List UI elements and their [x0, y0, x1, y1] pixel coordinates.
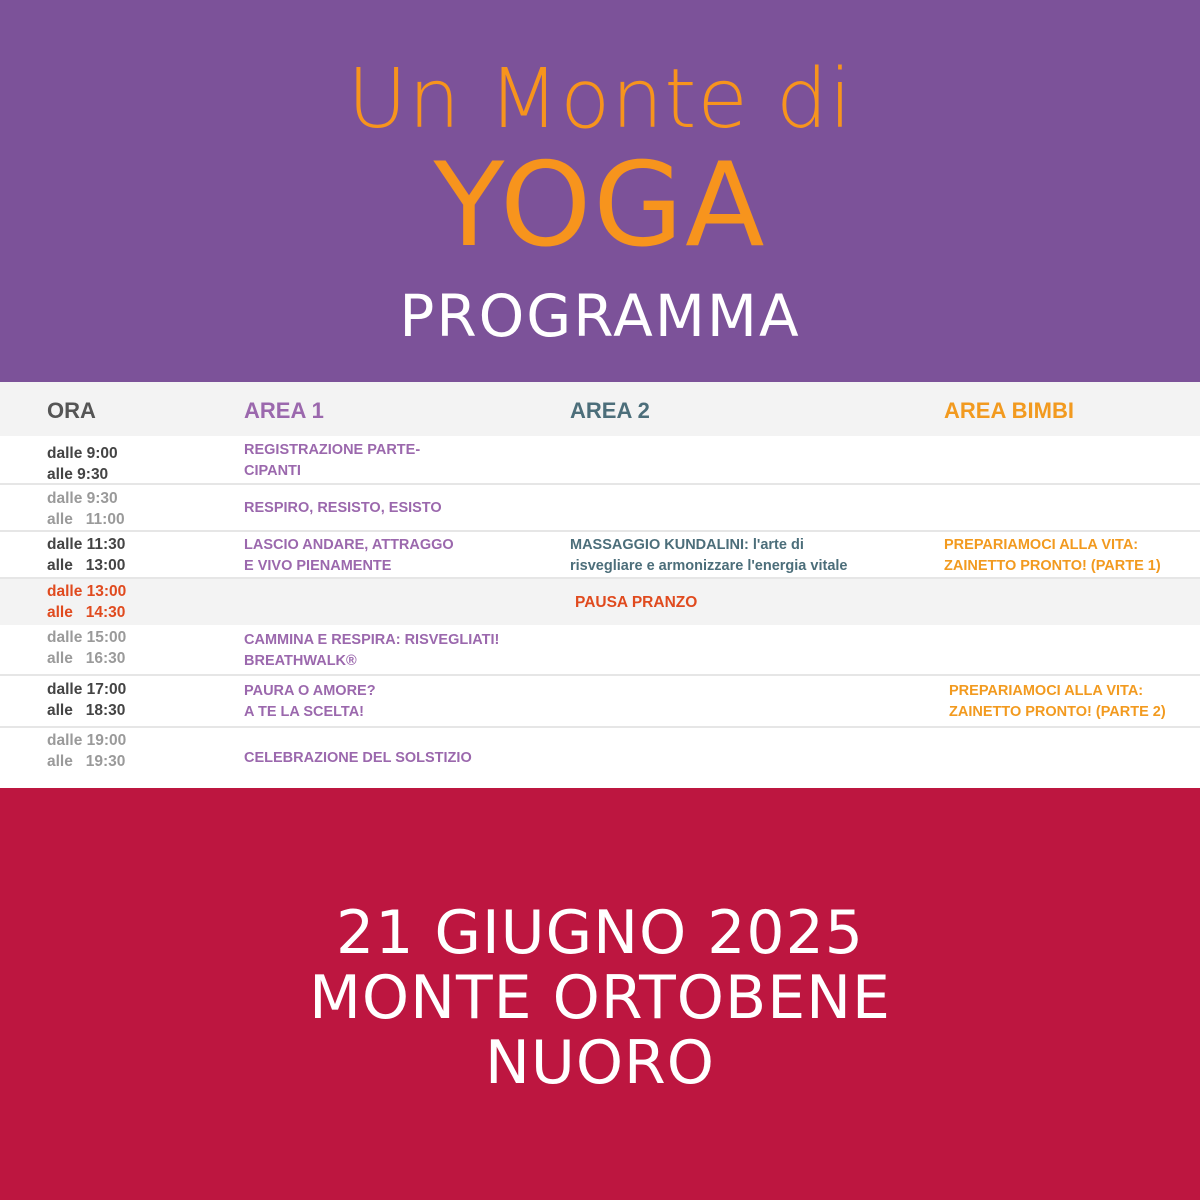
activity-line: PAURA O AMORE?: [244, 683, 376, 699]
area2-activity: [575, 592, 697, 613]
activity-line: RESPIRO, RESISTO, ESISTO: [244, 500, 442, 516]
time-cell: [47, 627, 126, 669]
time-cell: [47, 443, 118, 485]
activity-line: PAUSA PRANZO: [575, 593, 698, 611]
time-to: alle 11:00: [47, 511, 125, 528]
activity-line: BREATHWALK®: [244, 652, 357, 669]
activity-line: CELEBRAZIONE DEL SOLSTIZIO: [244, 749, 472, 766]
time-cell: [47, 679, 126, 721]
time-to: alle 18:30: [47, 702, 126, 719]
table-row: [0, 676, 1200, 728]
area2-activity: [570, 535, 847, 577]
time-to: alle 16:30: [47, 650, 126, 667]
footer-banner: [0, 788, 1200, 1200]
activity-line: ZAINETTO PRONTO! (PARTE 1): [944, 557, 1161, 574]
area1-activity: [244, 498, 442, 519]
title-line-2: YOGA: [433, 138, 767, 273]
activity-line: ZAINETTO PRONTO! (PARTE 2): [949, 704, 1166, 720]
time-cell: [47, 488, 125, 530]
time-from: dalle 15:00: [47, 629, 127, 646]
time-cell: [47, 730, 126, 772]
table-row: [0, 436, 1200, 485]
activity-line: risvegliare e armonizzare l'energia vitale: [570, 557, 848, 574]
activity-line: CAMMINA E RESPIRA: RISVEGLIATI!: [244, 631, 500, 648]
header-banner: [0, 0, 1200, 382]
time-from: dalle 19:00: [47, 732, 127, 749]
time-from: dalle 9:00: [47, 445, 118, 462]
time-from: dalle 11:30: [47, 536, 126, 553]
table-row: [0, 625, 1200, 676]
time-cell: [47, 581, 126, 623]
time-to: alle 9:30: [47, 466, 109, 483]
time-to: alle 19:30: [47, 753, 126, 770]
activity-line: MASSAGGIO KUNDALINI: l'arte di: [570, 536, 804, 553]
subtitle: PROGRAMMA: [399, 282, 801, 350]
area1-activity: [244, 748, 472, 769]
time-to: alle 14:30: [47, 604, 126, 621]
activity-line: PREPARIAMOCI ALLA VITA:: [949, 683, 1144, 699]
table-row: [0, 532, 1200, 579]
time-from: dalle 9:30: [47, 490, 118, 507]
title-line-1: Un Monte di: [347, 52, 853, 147]
column-header-bimbi: AREA BIMBI: [944, 398, 1074, 423]
area1-activity: [244, 535, 454, 577]
activity-line: PREPARIAMOCI ALLA VITA:: [944, 536, 1139, 553]
activity-line: E VIVO PIENAMENTE: [244, 557, 392, 574]
column-header-area2: AREA 2: [570, 398, 650, 423]
time-to: alle 13:00: [47, 557, 126, 574]
time-from: dalle 13:00: [47, 583, 127, 600]
bimbi-activity: [944, 535, 1161, 577]
time-from: dalle 17:00: [47, 681, 127, 698]
time-cell: [47, 534, 125, 576]
event-date: 21 GIUGNO 2025: [336, 898, 864, 968]
activity-line: A TE LA SCELTA!: [244, 704, 365, 720]
table-row: [0, 579, 1200, 625]
table-row: [0, 485, 1200, 532]
event-city: NUORO: [485, 1028, 715, 1098]
area1-activity: [244, 630, 499, 672]
activity-line: LASCIO ANDARE, ATTRAGGO: [244, 536, 454, 553]
area1-activity: [244, 440, 420, 482]
event-place: MONTE ORTOBENE: [309, 963, 891, 1033]
table-row: [0, 728, 1200, 788]
schedule-table: [0, 382, 1200, 788]
column-header-area1: AREA 1: [244, 398, 324, 423]
table-header-row: [0, 382, 1200, 436]
area1-activity: [244, 681, 376, 723]
activity-line: CIPANTI: [244, 462, 301, 479]
bimbi-activity: [949, 681, 1166, 723]
column-header-ora: ORA: [47, 398, 96, 423]
activity-line: REGISTRAZIONE PARTE-: [244, 441, 421, 458]
